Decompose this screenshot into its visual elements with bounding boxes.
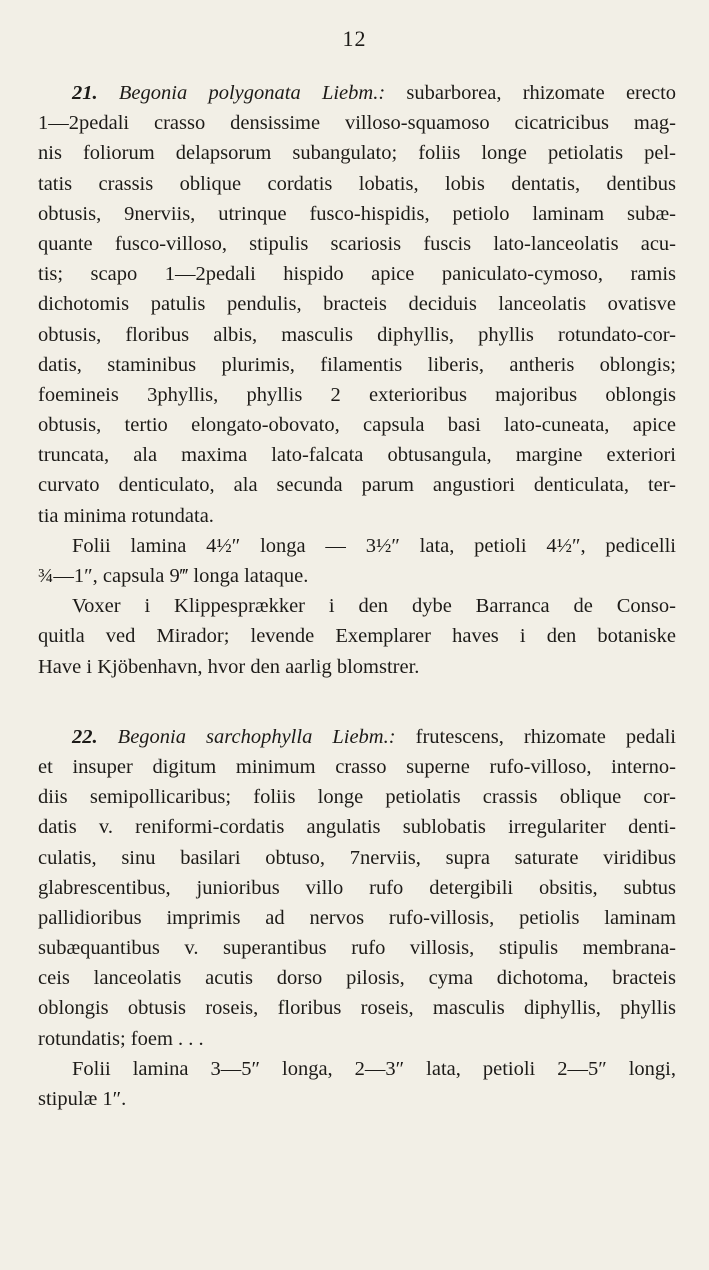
entry-21-measure-line: Folii lamina 4½″ longa — 3½″ lata, petioli 4½″, pedicelli (72, 534, 676, 557)
entry-separator (38, 682, 676, 722)
entry-22-line: culatis, sinu basilari obtuso, 7nerviis, supra saturate viridibus (38, 846, 676, 869)
entry-21-line: tatis crassis oblique cordatis lobatis, lobis dentatis, dentibus (38, 172, 676, 195)
entry-22-line: subæquantibus v. superantibus rufo villosis, stipulis membrana- (38, 937, 676, 960)
entry-21-line: foemineis 3phyllis, phyllis 2 exterioribus majoribus oblongis (38, 383, 676, 406)
entry-22-line: pallidioribus imprimis ad nervos rufo-villosis, petiolis laminam (38, 906, 676, 929)
entry-22-heading-line (38, 722, 676, 752)
entry-21-line: obtusis, 9nerviis, utrinque fusco-hispidis, petiolo laminam subæ- (38, 202, 676, 225)
entry-21-number: 21. (72, 82, 98, 104)
entry-21-line: curvato denticulato, ala secunda parum angustiori denticulata, ter- (38, 474, 676, 497)
entry-22-taxon: Begonia sarchophylla Liebm.: (117, 725, 396, 748)
entry-22-line: et insuper digitum minimum crasso superne rufo-villoso, interno- (38, 755, 676, 778)
entry-22-line: glabrescentibus, junioribus villo rufo detergibili obsitis, subtus (38, 876, 676, 899)
entry-21-line: truncata, ala maxima lato-falcata obtusangula, margine exteriori (38, 444, 676, 467)
entry-21-habitat-line: quitla ved Mirador; levende Exemplarer haves i den botaniske (38, 625, 676, 648)
entry-22-measure-line: stipulæ 1″. (38, 1088, 127, 1110)
entry-21-taxon: Begonia polygonata Liebm.: (118, 82, 386, 104)
entry-21-line: 1—2pedali crasso densissime villoso-squamoso cicatricibus mag- (38, 112, 676, 135)
entry-22-line: diis semipollicaribus; foliis longe petiolatis crassis oblique cor- (38, 786, 676, 809)
entry-21-line: obtusis, floribus albis, masculis diphyllis, phyllis rotundato-cor- (38, 323, 676, 346)
entry-21-line: subarborea, rhizomate erecto (406, 82, 677, 104)
entry-21-line: tis; scapo 1—2pedali hispido apice paniculato-cymoso, ramis (38, 263, 676, 286)
entry-22-line: ceis lanceolatis acutis dorso pilosis, cyma dichotoma, bracteis (38, 967, 676, 990)
entry-21-line: dichotomis patulis pendulis, bracteis deciduis lanceolatis ovatisve (38, 293, 676, 316)
entry-21-line: tia minima rotundata. (38, 504, 214, 527)
entry-21-measure-line: ¾—1″, capsula 9‴ longa lataque. (38, 565, 309, 587)
entry-21-habitat-line: Have i Kjöbenhavn, hvor den aarlig blomstrer. (38, 655, 420, 678)
entry-21-line: obtusis, tertio elongato-obovato, capsula basi lato-cuneata, apice (38, 414, 676, 437)
entry-21-habitat-line: Voxer i Klippesprækker i den dybe Barranca de Conso- (72, 595, 676, 618)
entry-22-line: rotundatis; foem . . . (38, 1027, 204, 1050)
entry-21-line: datis, staminibus plurimis, filamentis liberis, antheris oblongis; (38, 353, 676, 376)
entry-22-line: frutescens, rhizomate pedali (415, 725, 676, 748)
entry-22-line: datis v. reniformi-cordatis angulatis sublobatis irregulariter denti- (38, 816, 676, 839)
entry-22-line: oblongis obtusis roseis, floribus roseis, masculis diphyllis, phyllis (38, 997, 676, 1020)
page-number: 12 (342, 26, 367, 51)
entry-22-number: 22. (72, 725, 98, 748)
entry-22-measure-line: Folii lamina 3—5″ longa, 2—3″ lata, petioli 2—5″ longi, (72, 1057, 676, 1080)
entry-21-line: quante fusco-villoso, stipulis scariosis fuscis lato-lanceolatis acu- (38, 232, 676, 255)
text-block (38, 78, 676, 1114)
entry-21-heading-line (38, 78, 676, 108)
entry-21-line: nis foliorum delapsorum subangulato; foliis longe petiolatis pel- (38, 142, 676, 165)
